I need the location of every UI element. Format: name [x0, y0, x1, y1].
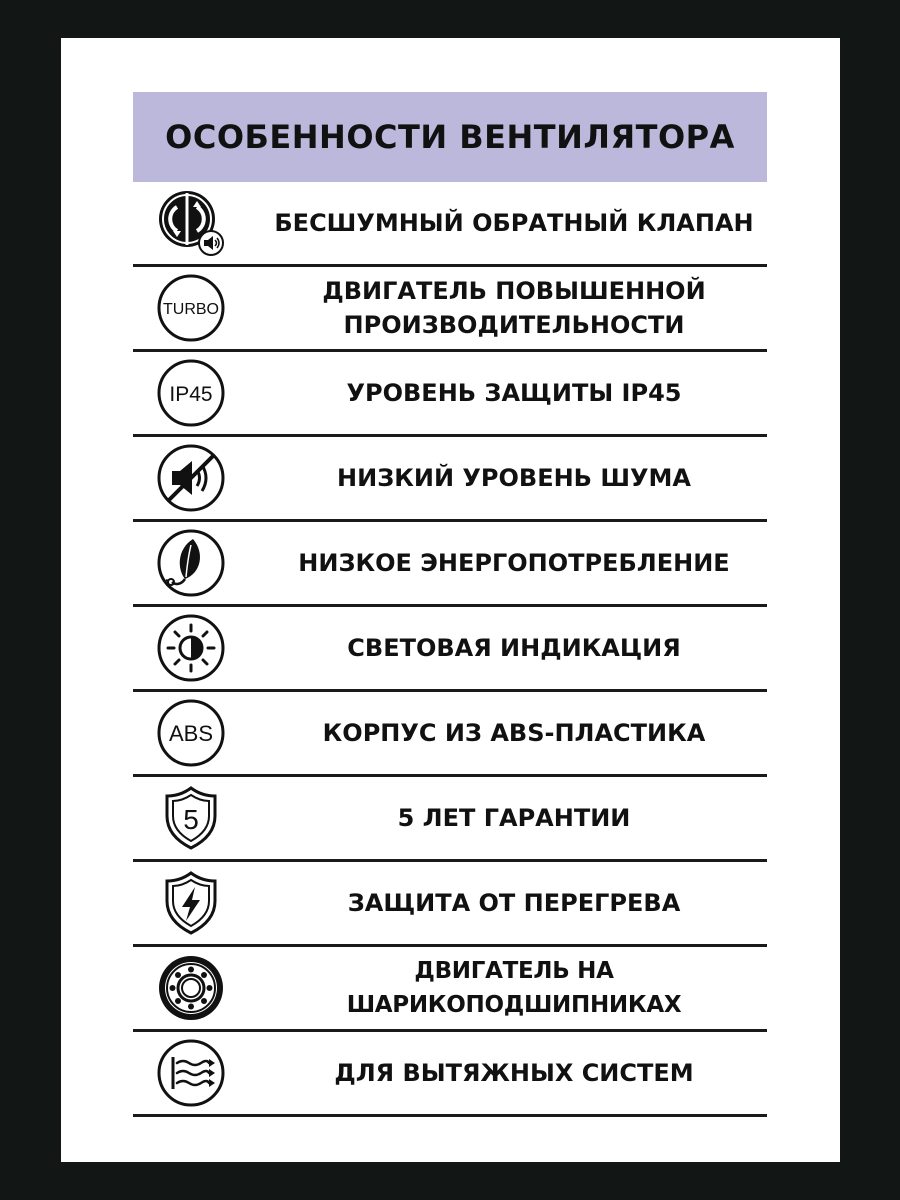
feature-row-ball-bearing [133, 947, 767, 1032]
feature-label: 5 ЛЕТ ГАРАНТИИ [397, 804, 631, 832]
ip45-icon [155, 357, 227, 429]
svg-text:ABS: ABS [168, 721, 214, 746]
feature-row-warranty [133, 777, 767, 862]
turbo-icon [155, 272, 227, 344]
exhaust-airflow-icon [155, 1037, 227, 1109]
feature-row-low-energy [133, 522, 767, 607]
svg-text:IP45: IP45 [169, 383, 213, 406]
feature-row-overheat [133, 862, 767, 947]
feature-label: ДЛЯ ВЫТЯЖНЫХ СИСТЕМ [334, 1059, 694, 1087]
feature-label: НИЗКОЕ ЭНЕРГОПОТРЕБЛЕНИЕ [298, 549, 730, 577]
svg-text:TURBO: TURBO [163, 301, 219, 318]
svg-text:5: 5 [183, 804, 199, 835]
eco-leaf-plug-icon [155, 527, 227, 599]
feature-row-exhaust [133, 1032, 767, 1117]
warranty-shield-icon [155, 782, 227, 854]
feature-label: УРОВЕНЬ ЗАЩИТЫ IP45 [346, 379, 682, 407]
feature-row-low-noise [133, 437, 767, 522]
header-banner [133, 92, 767, 182]
feature-row-light-indicator [133, 607, 767, 692]
light-indicator-icon [155, 612, 227, 684]
feature-row-silent-valve [133, 182, 767, 267]
feature-row-ip45 [133, 352, 767, 437]
page-title: ОСОБЕННОСТИ ВЕНТИЛЯТОРА [165, 118, 735, 156]
muted-speaker-icon [155, 442, 227, 514]
feature-row-turbo [133, 267, 767, 352]
feature-list [133, 182, 767, 1117]
silent-check-valve-icon [155, 187, 227, 259]
abs-icon [155, 697, 227, 769]
ball-bearing-icon [155, 952, 227, 1024]
feature-label: НИЗКИЙ УРОВЕНЬ ШУМА [337, 464, 691, 492]
overheat-shield-bolt-icon [155, 867, 227, 939]
feature-label: ДВИГАТЕЛЬ ПОВЫШЕННОЙ ПРОИЗВОДИТЕЛЬНОСТИ [322, 277, 706, 339]
feature-row-abs [133, 692, 767, 777]
feature-label: СВЕТОВАЯ ИНДИКАЦИЯ [347, 634, 681, 662]
feature-label: БЕСШУМНЫЙ ОБРАТНЫЙ КЛАПАН [274, 209, 754, 237]
feature-label: КОРПУС ИЗ ABS-ПЛАСТИКА [322, 719, 706, 747]
feature-label: ЗАЩИТА ОТ ПЕРЕГРЕВА [347, 889, 681, 917]
feature-card [61, 38, 840, 1162]
feature-label: ДВИГАТЕЛЬ НА ШАРИКОПОДШИПНИКАХ [346, 958, 682, 1018]
